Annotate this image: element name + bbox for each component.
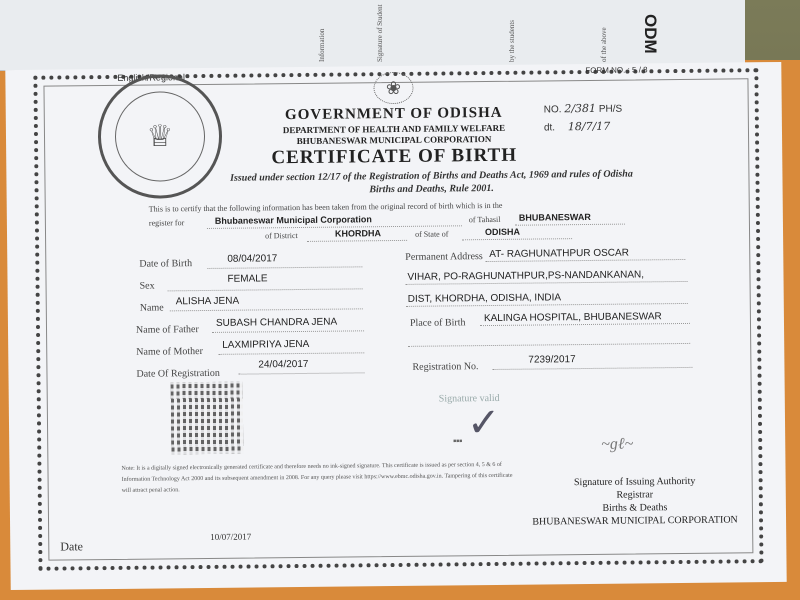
address-label: Permanent Address	[405, 251, 483, 263]
state-label: of State of	[414, 229, 449, 239]
issued-under-text: Issued under section 12/17 of the Registration of Births and Deaths Act, 1969 and rules of Odisha Births and Deaths, Rule 2001.	[230, 168, 633, 196]
certificate-number: 2/381	[564, 101, 597, 116]
ashoka-emblem-icon: ♕	[146, 119, 174, 154]
birth-certificate	[5, 62, 786, 590]
odm-label: ODM	[641, 14, 660, 54]
odisha-emblem-icon: ❀	[373, 72, 413, 104]
sex-value: FEMALE	[227, 273, 268, 285]
qr-code	[171, 382, 244, 455]
father-label: Name of Father	[135, 324, 199, 336]
state-value: ODISHA	[484, 226, 521, 238]
digital-signature-box: ■■■	[453, 439, 463, 445]
form-number: FORM NO. : 5 / 8	[585, 65, 648, 76]
signature-valid-label: Signature valid	[438, 392, 500, 405]
date-label: Date	[60, 539, 84, 554]
vertical-text: Information	[318, 28, 326, 62]
registration-number-value: 7239/2017	[528, 354, 576, 366]
department-heading: DEPARTMENT OF HEALTH AND FAMILY WELFARE	[282, 122, 506, 136]
certificate-number-block: NO. 2/381 PH/S dt. 18/7/17	[543, 101, 623, 134]
certify-text: This is to certify that the following information has been taken from the original record of birth which is in the	[148, 200, 503, 214]
digital-note: Note: It is a digitally signed electronically generated certificate and therefore needs no ink-signed signature. This certificate is issued as per section 4, 5 & 6 of Information Technology Act 2000 and its subsequent amendment in 2008. For any query please visit https://www.ebmc.odisha.gov.in. Tampering of this certificate will attract penal action.	[121, 461, 513, 494]
register-value: Bhubaneswar Municipal Corporation	[214, 214, 372, 226]
mother-value: LAXMIPRIYA JENA	[222, 338, 310, 351]
issuing-authority: Signature of Issuing Authority Registrar Births & Deaths BHUBANESWAR MUNICIPAL CORPORATION	[532, 475, 738, 528]
place-of-birth-label: Place of Birth	[409, 317, 466, 329]
name-label: Name	[139, 302, 164, 314]
certificate-title: CERTIFICATE OF BIRTH	[271, 144, 518, 169]
district-value: KHORDHA	[334, 228, 382, 239]
father-value: SUBASH CHANDRA JENA	[215, 316, 338, 329]
tahasil-label: of Tahasil	[468, 214, 501, 225]
registration-date-value: 24/04/2017	[258, 358, 309, 371]
handwritten-signature: ~ɡℓ~	[601, 435, 634, 453]
address-line-1: AT- RAGHUNATHPUR OSCAR	[489, 247, 629, 261]
registration-number-label: Registration No.	[412, 361, 479, 373]
date-value: 10/07/2017	[210, 531, 252, 542]
address-line-2: VIHAR, PO-RAGHUNATHPUR,PS-NANDANKANAN,	[407, 269, 645, 283]
name-value: ALISHA JENA	[175, 295, 240, 308]
tahasil-value: BHUBANESWAR	[518, 211, 591, 223]
checkmark-icon: ✓	[466, 399, 501, 446]
top-sheet	[0, 0, 745, 71]
dob-label: Date of Birth	[139, 258, 193, 270]
district-label: of District	[265, 231, 298, 241]
vertical-text: Signature of Student	[376, 4, 384, 62]
address-line-3: DIST, KHORDHA, ODISHA, INDIA	[407, 292, 562, 305]
corporation-heading: BHUBANESWAR MUNICIPAL CORPORATION	[296, 133, 492, 147]
mother-label: Name of Mother	[136, 346, 203, 358]
vertical-text: by the students	[508, 20, 516, 62]
vertical-text: of the above	[600, 27, 608, 62]
certificate-date: 18/7/17	[567, 119, 611, 134]
registration-date-label: Date Of Registration	[136, 367, 220, 380]
government-heading: GOVERNMENT OF ODISHA	[284, 104, 503, 124]
dob-value: 08/04/2017	[227, 253, 278, 265]
register-label: register for	[148, 218, 185, 228]
sex-label: Sex	[139, 280, 155, 292]
language-label: English/Regional	[117, 72, 185, 83]
place-of-birth-value: KALINGA HOSPITAL, BHUBANESWAR	[483, 311, 662, 325]
